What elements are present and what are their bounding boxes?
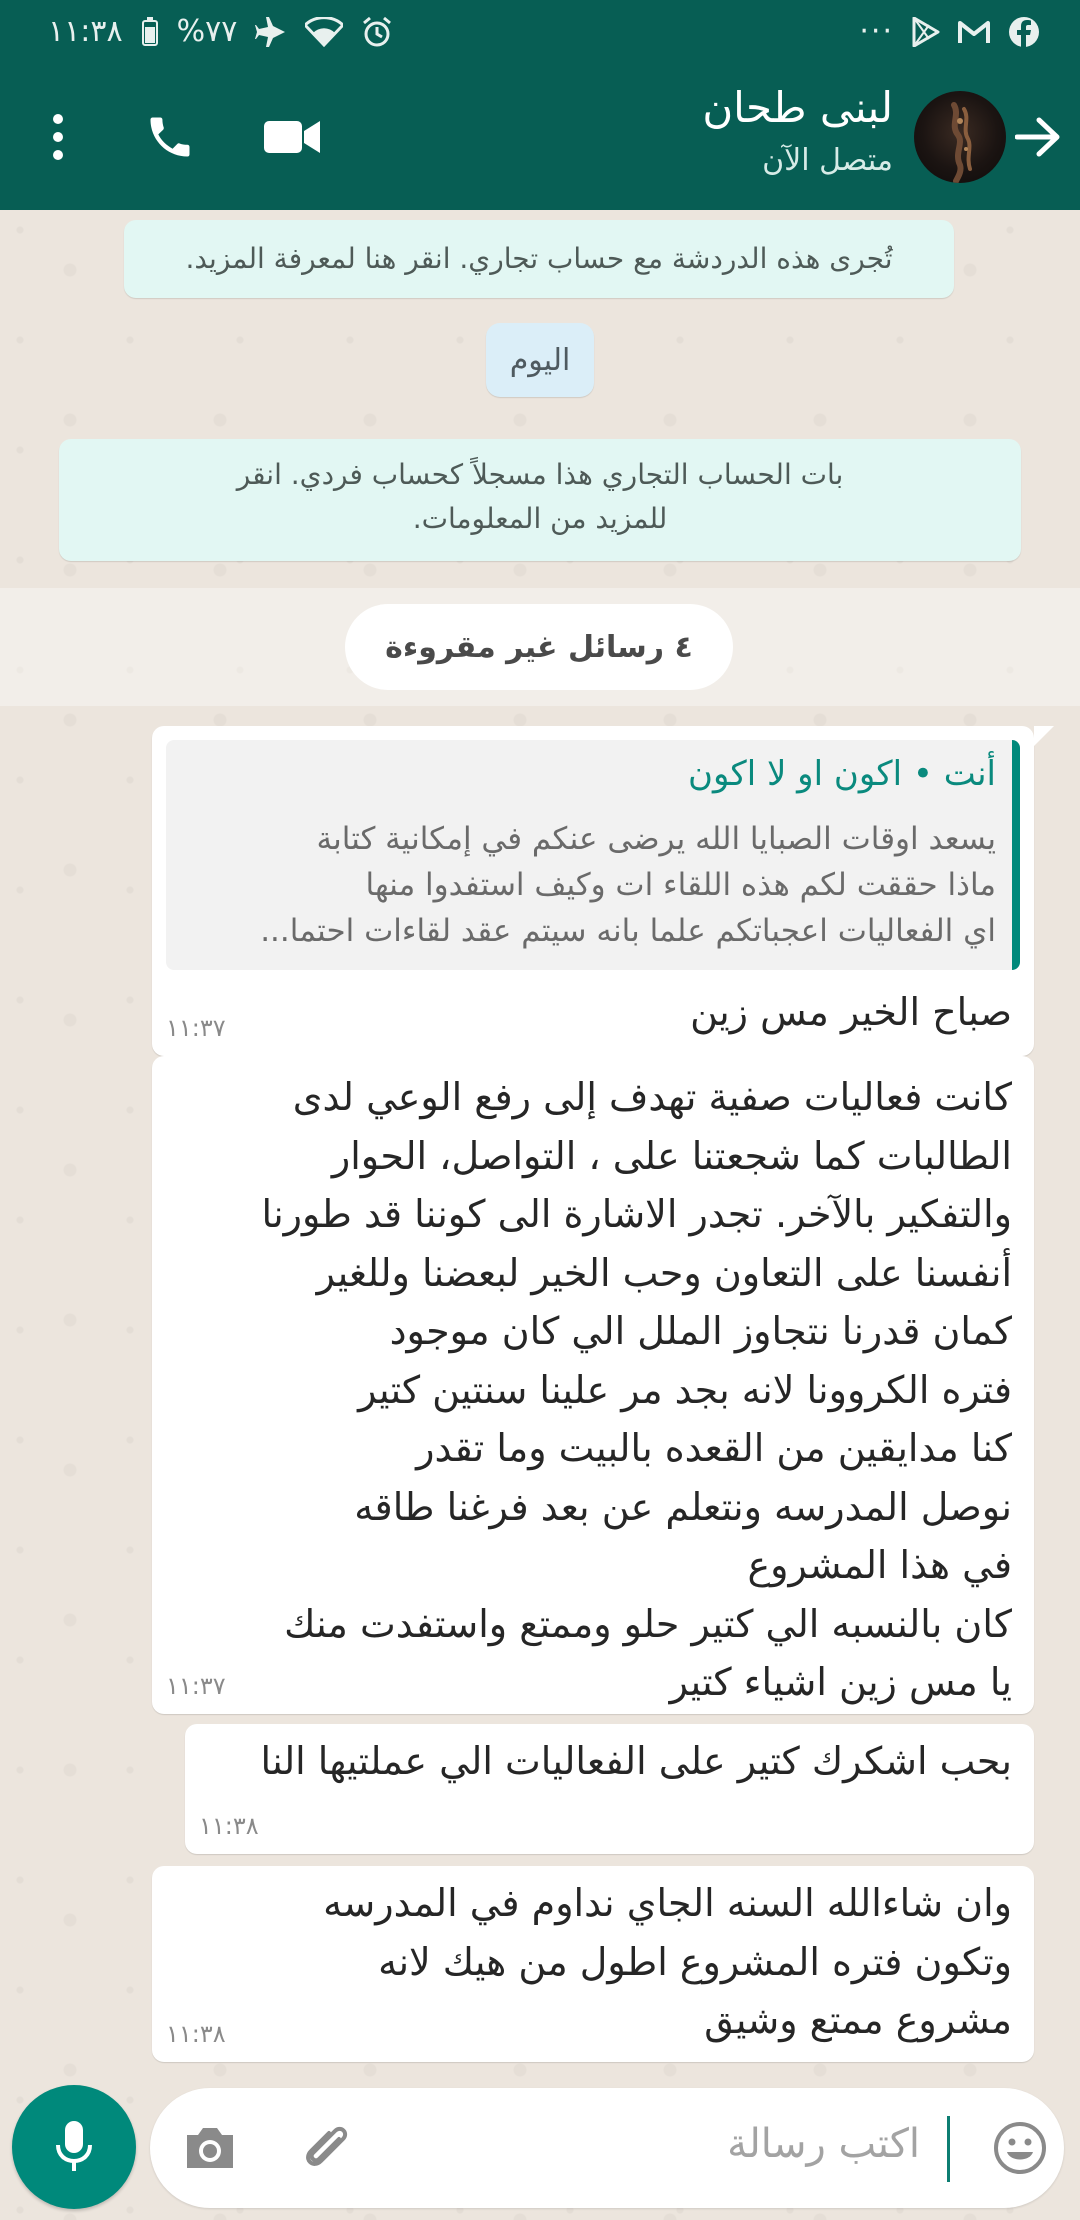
status-bar xyxy=(0,0,1080,63)
mic-icon xyxy=(54,2119,94,2175)
date-chip: اليوم xyxy=(486,323,594,397)
voice-call-icon[interactable] xyxy=(140,107,200,167)
unread-count-badge: ٤ رسائل غير مقروءة xyxy=(345,604,733,690)
text-cursor xyxy=(947,2116,950,2182)
contact-status: متصل الآن xyxy=(762,143,893,178)
mic-button[interactable] xyxy=(12,2085,136,2209)
battery-percent: %٧٧ xyxy=(176,14,238,49)
message-bubble[interactable] xyxy=(152,1866,1034,2062)
quote-body: يسعد اوقات الصبايا الله يرضى عنكم في إمكانية كتابة ماذا حققت لكم هذه اللقاء ات وكيف استفدوا منها اي الفعاليات اعجباتكم علما بانه سيتم عقد لقاءات احتما... xyxy=(260,821,996,949)
battery-icon xyxy=(141,17,159,47)
quote-title: اكون او لا اكون xyxy=(688,754,903,794)
status-left xyxy=(48,14,393,49)
message-time: ١١:٣٨ xyxy=(166,2020,226,2048)
wifi-icon xyxy=(305,17,343,47)
status-right xyxy=(859,14,1040,49)
quote-header xyxy=(688,754,996,794)
contact-name[interactable]: لبنى طحان xyxy=(702,83,893,132)
emoji-icon[interactable] xyxy=(990,2118,1050,2178)
alarm-icon xyxy=(361,16,393,48)
message-text: صباح الخير مس زين xyxy=(690,990,1012,1034)
status-time: ١١:٣٨ xyxy=(48,14,123,49)
message-time: ١١:٣٨ xyxy=(199,1812,259,1840)
chat-area[interactable] xyxy=(0,210,1080,2220)
back-arrow-icon[interactable] xyxy=(1012,111,1064,163)
status-more: ··· xyxy=(859,14,894,49)
message-text: بحب اشكرك كتير على الفعاليات الي عملتيها النا xyxy=(260,1739,1012,1783)
facebook-icon xyxy=(1008,16,1040,48)
message-bubble[interactable] xyxy=(152,1056,1034,1714)
avatar[interactable] xyxy=(914,91,1006,183)
chat-header xyxy=(0,63,1080,210)
more-vert-icon[interactable] xyxy=(40,107,76,167)
video-call-icon[interactable] xyxy=(262,113,324,161)
message-time: ١١:٣٧ xyxy=(166,1014,226,1042)
play-store-icon xyxy=(912,17,940,47)
message-input[interactable]: اكتب رسالة xyxy=(727,2121,920,2167)
attach-icon[interactable] xyxy=(296,2118,358,2180)
airplane-icon xyxy=(255,17,287,47)
message-time: ١١:٣٧ xyxy=(166,1672,226,1700)
account-notice[interactable]: بات الحساب التجاري هذا مسجلاً كحساب فردي. انقر للمزيد من المعلومات. xyxy=(59,439,1021,561)
quote-accent-bar xyxy=(1012,740,1020,970)
message-text: كانت فعاليات صفية تهدف إلى رفع الوعي لدى الطالبات كما شجعتنا على ، التواصل، الحوار والتفكير بالآخر. تجدر الاشارة الى كوننا قد طورنا أنفسنا على التعاون وحب الخير لبعضنا وللغير كمان قدرنا نتجاوز الملل الي كان موجود فتره الكروونا لانه بجد مر علينا سنتين كتير كنا مدايقين من القعده بالبيت وما تقدر نوصل المدرسه ونتعلم عن بعد فرغنا طاقه في هذا المشروع كان بالنسبه الي كتير حلو وممتع واستفدت منك يا مس زين اشياء كتير xyxy=(261,1075,1012,1704)
gmail-icon xyxy=(958,19,990,45)
message-text: وان شاءالله السنه الجاي نداوم في المدرسه وتكون فتره المشروع اطول من هيك لانه مشروع ممتع وشيق xyxy=(323,1881,1012,2042)
message-bubble[interactable] xyxy=(152,726,1034,1056)
message-bubble[interactable] xyxy=(185,1724,1034,1854)
quote-separator: • xyxy=(912,754,933,794)
business-notice[interactable]: تُجرى هذه الدردشة مع حساب تجاري. انقر هنا لمعرفة المزيد. xyxy=(124,220,954,298)
message-input-bar[interactable] xyxy=(150,2088,1064,2208)
camera-icon[interactable] xyxy=(180,2118,240,2178)
quote-author: أنت xyxy=(943,754,996,794)
quoted-message[interactable] xyxy=(166,740,1020,970)
bubble-tail xyxy=(1034,726,1054,746)
